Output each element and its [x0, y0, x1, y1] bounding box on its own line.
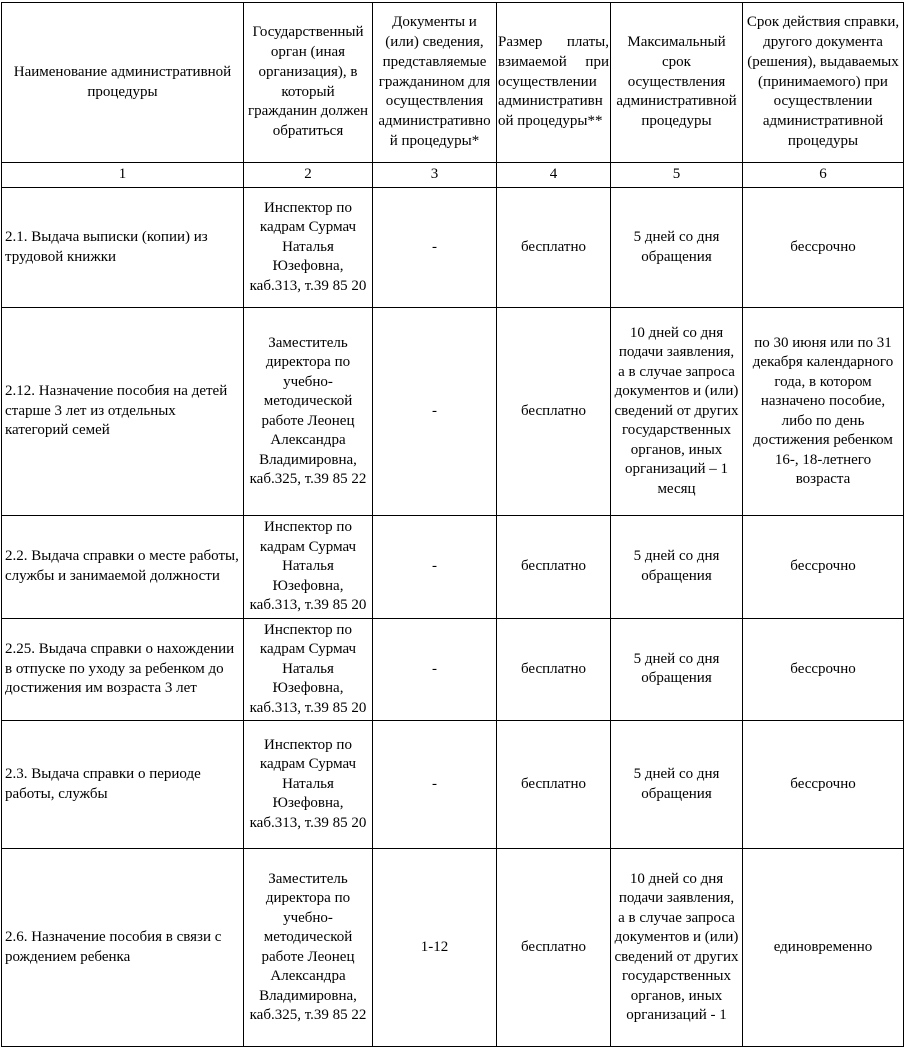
cell-validity: по 30 июня или по 31 декабря календарного года, в котором назначено пособие, либо по день достижения ребенком 16-, 18-летнего возраста [743, 308, 904, 516]
administrative-procedures-table [1, 2, 904, 1047]
table-header-row [2, 3, 904, 163]
cell-organization: Заместитель директора по учебно-методической работе Леонец Александра Владимировна, каб.325, т.39 85 22 [244, 849, 373, 1047]
cell-fee: бесплатно [497, 618, 611, 721]
header-cell-validity: Срок действия справки, другого документа (решения), выдаваемых (принимаемого) при осуществлении административной процедуры [743, 3, 904, 163]
column-number-3: 3 [373, 163, 497, 188]
table-column-numbering-row [2, 163, 904, 188]
header-cell-procedure-name: Наименование административной процедуры [2, 3, 244, 163]
column-number-6: 6 [743, 163, 904, 188]
table-row [2, 516, 904, 619]
cell-documents: 1-12 [373, 849, 497, 1047]
cell-organization: Инспектор по кадрам Сурмач Наталья Юзефовна, каб.313, т.39 85 20 [244, 188, 373, 308]
cell-documents: - [373, 308, 497, 516]
cell-validity: бессрочно [743, 618, 904, 721]
cell-procedure-name: 2.25. Выдача справки о нахождении в отпуске по уходу за ребенком до достижения им возраста 3 лет [2, 618, 244, 721]
table-row [2, 849, 904, 1047]
column-number-4: 4 [497, 163, 611, 188]
cell-documents: - [373, 516, 497, 619]
cell-organization: Заместитель директора по учебно-методической работе Леонец Александра Владимировна, каб.325, т.39 85 22 [244, 308, 373, 516]
cell-term: 5 дней со дня обращения [611, 516, 743, 619]
cell-validity: бессрочно [743, 188, 904, 308]
header-cell-fee: Размер платы, взимаемой при осуществлении административной процедуры** [497, 3, 611, 163]
column-number-1: 1 [2, 163, 244, 188]
document-page [0, 2, 904, 1038]
cell-term: 10 дней со дня подачи заявления, а в случае запроса документов и (или) сведений от других государственных органов, иных организаций - 1 [611, 849, 743, 1047]
cell-procedure-name: 2.12. Назначение пособия на детей старше 3 лет из отдельных категорий семей [2, 308, 244, 516]
cell-procedure-name: 2.2. Выдача справки о месте работы, службы и занимаемой должности [2, 516, 244, 619]
cell-organization: Инспектор по кадрам Сурмач Наталья Юзефовна, каб.313, т.39 85 20 [244, 516, 373, 619]
header-cell-documents: Документы и (или) сведения, представляемые гражданином для осуществления административной процедуры* [373, 3, 497, 163]
cell-documents: - [373, 618, 497, 721]
cell-fee: бесплатно [497, 516, 611, 619]
cell-organization: Инспектор по кадрам Сурмач Наталья Юзефовна, каб.313, т.39 85 20 [244, 618, 373, 721]
cell-fee: бесплатно [497, 721, 611, 849]
cell-fee: бесплатно [497, 188, 611, 308]
cell-procedure-name: 2.6. Назначение пособия в связи с рождением ребенка [2, 849, 244, 1047]
cell-documents: - [373, 188, 497, 308]
header-cell-term: Максимальный срок осуществления административной процедуры [611, 3, 743, 163]
cell-term: 10 дней со дня подачи заявления, а в случае запроса документов и (или) сведений от других государственных органов, иных организаций – 1 месяц [611, 308, 743, 516]
cell-validity: бессрочно [743, 721, 904, 849]
column-number-5: 5 [611, 163, 743, 188]
cell-fee: бесплатно [497, 849, 611, 1047]
cell-validity: единовременно [743, 849, 904, 1047]
cell-term: 5 дней со дня обращения [611, 721, 743, 849]
cell-procedure-name: 2.1. Выдача выписки (копии) из трудовой книжки [2, 188, 244, 308]
cell-organization: Инспектор по кадрам Сурмач Наталья Юзефовна, каб.313, т.39 85 20 [244, 721, 373, 849]
cell-validity: бессрочно [743, 516, 904, 619]
table-row [2, 618, 904, 721]
table-row [2, 188, 904, 308]
cell-term: 5 дней со дня обращения [611, 188, 743, 308]
header-cell-organization: Государственный орган (иная организация), в который гражданин должен обратиться [244, 3, 373, 163]
cell-term: 5 дней со дня обращения [611, 618, 743, 721]
column-number-2: 2 [244, 163, 373, 188]
table-row [2, 308, 904, 516]
cell-procedure-name: 2.3. Выдача справки о периоде работы, службы [2, 721, 244, 849]
cell-documents: - [373, 721, 497, 849]
cell-fee: бесплатно [497, 308, 611, 516]
table-row [2, 721, 904, 849]
